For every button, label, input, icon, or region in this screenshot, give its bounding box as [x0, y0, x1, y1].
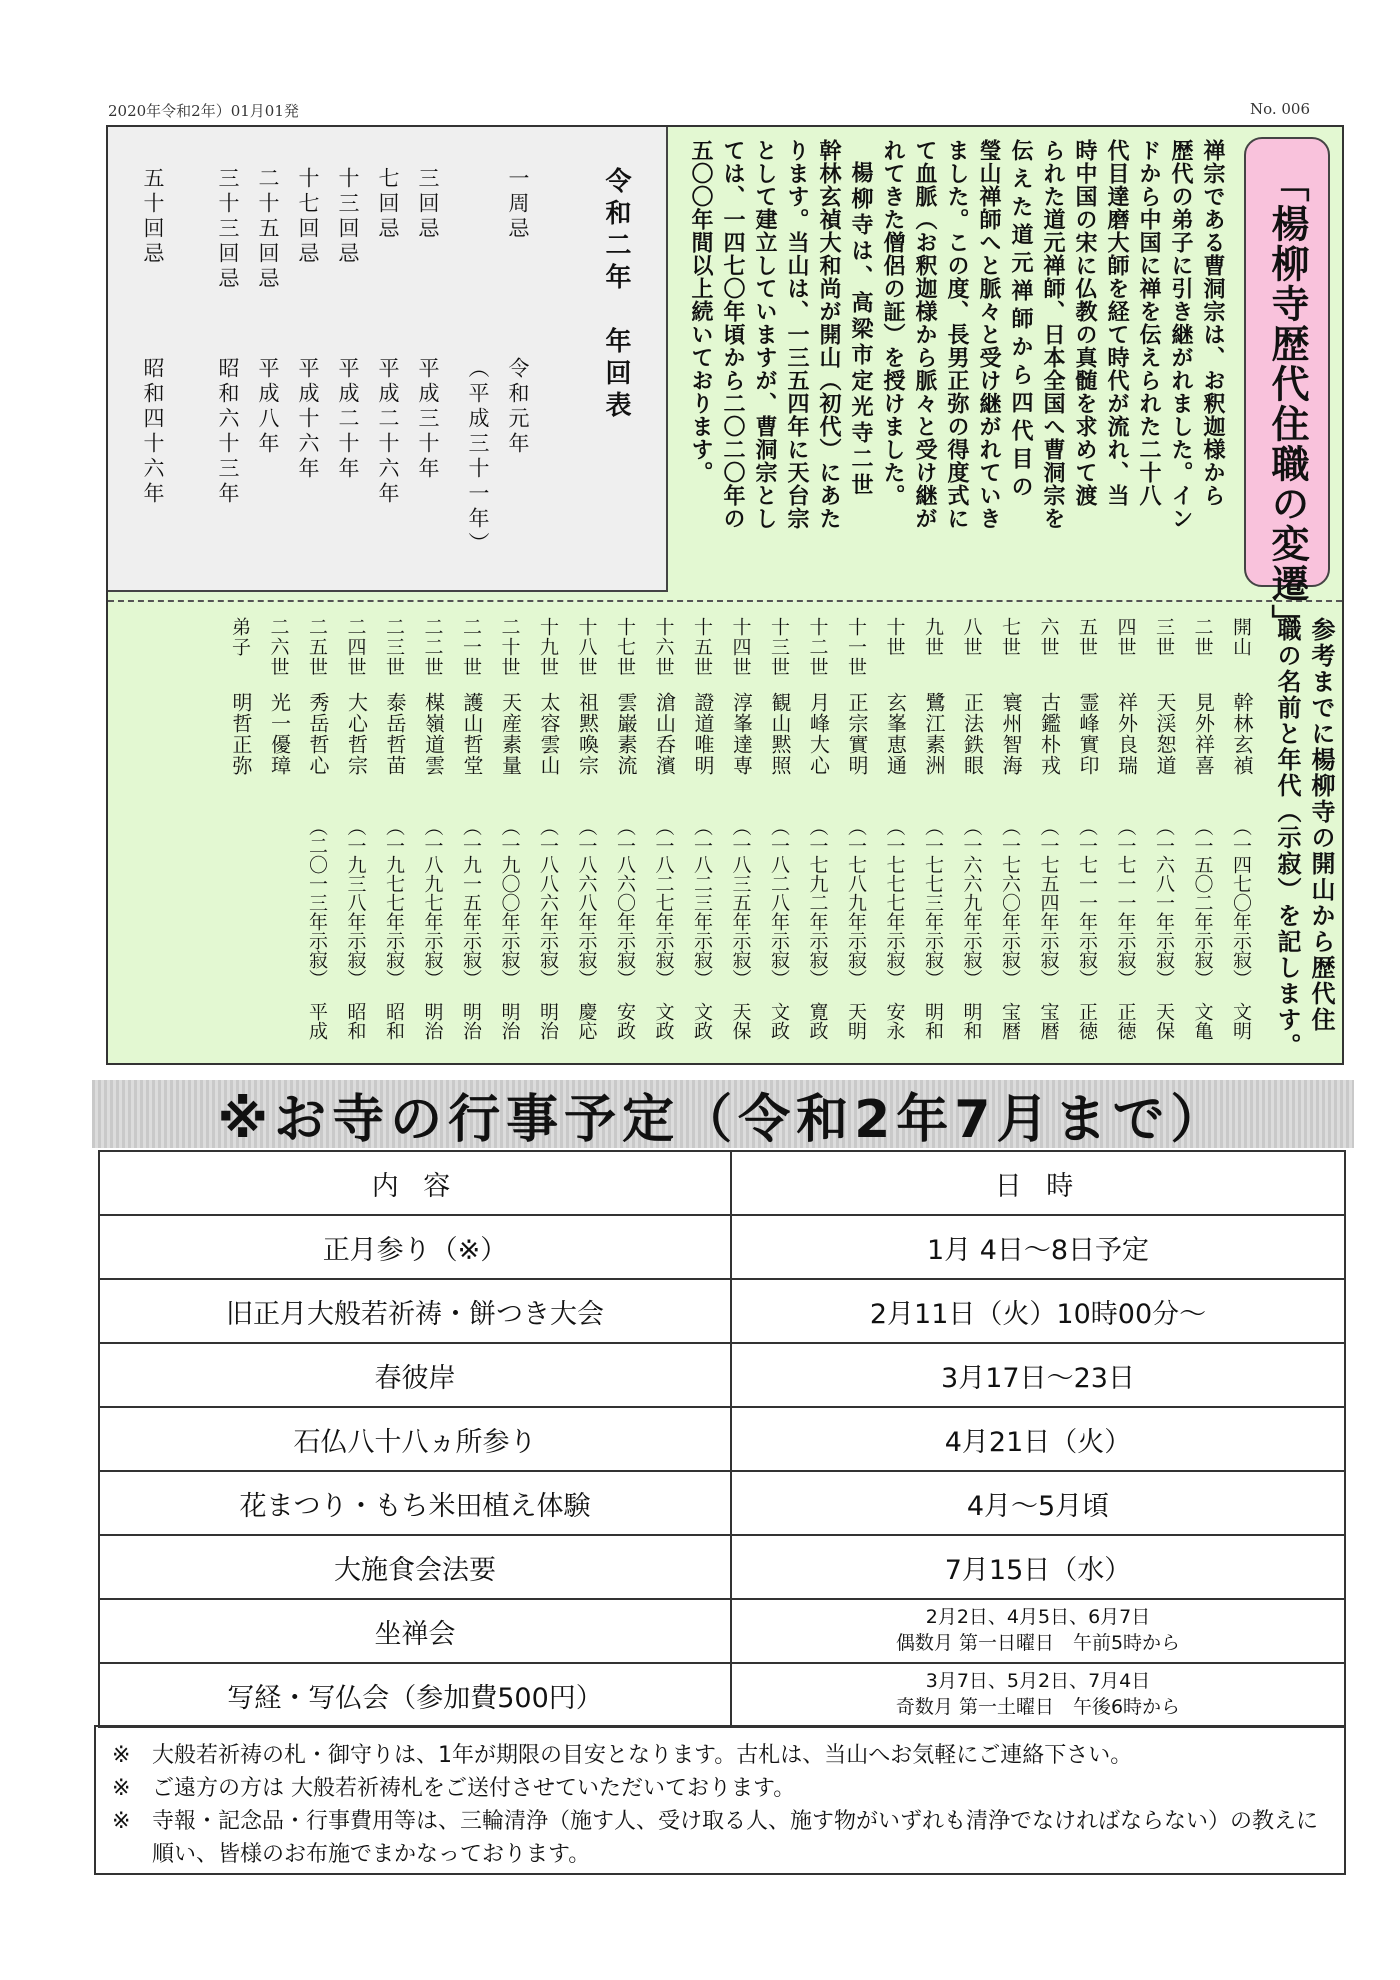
lineage-year: （一六八一年示寂）	[1153, 817, 1175, 988]
nenki-year: 平成八年	[256, 357, 280, 457]
lineage-generation: 弟子	[229, 617, 251, 657]
lineage-era: 昭和	[383, 1002, 405, 1040]
event-row	[99, 1343, 1345, 1407]
lineage-era: 明治	[421, 1002, 444, 1040]
note-mark: ※	[112, 1809, 131, 1834]
nenki-note: （平成三十一年）	[466, 357, 490, 557]
lineage-era: 明治	[498, 1002, 521, 1040]
lineage-era: 文政	[768, 1002, 790, 1040]
lineage-year: （一八六八年示寂）	[575, 817, 598, 988]
lineage-year: （一八八六年示寂）	[537, 817, 559, 988]
lineage-year: （一七五四年示寂）	[1037, 817, 1060, 988]
nenki-title: 令和二年 年回表	[601, 167, 631, 423]
note-item	[112, 1739, 1328, 1772]
event-datetime: 2月11日（火）10時00分～	[731, 1279, 1345, 1343]
lineage-generation: 二六世	[267, 617, 290, 677]
event-datetime: 4月～5月頃	[731, 1471, 1345, 1535]
lineage-name: 秀岳哲心	[306, 692, 330, 776]
lineage-generation: 十一世	[845, 617, 867, 677]
history-line: 伝えた道元禅師から四代目の	[1008, 139, 1034, 503]
lineage-generation: 十五世	[691, 617, 713, 677]
event-datetime: 4月21日（火）	[731, 1407, 1345, 1471]
lineage-name: 幹林玄禎	[1230, 692, 1254, 776]
lineage-generation: 十六世	[652, 617, 675, 677]
event-content: 旧正月大般若祈祷・餅つき大会	[99, 1279, 731, 1343]
lineage-generation: 十三世	[768, 617, 790, 677]
lineage-year: （一七一一年示寂）	[1114, 817, 1137, 988]
event-row	[99, 1471, 1345, 1535]
history-line: 楊柳寺は、高梁市定光寺二世	[848, 161, 874, 499]
nenki-kaiki: 七回忌	[376, 167, 400, 242]
nenki-year: 平成十六年	[296, 357, 320, 482]
event-datetime	[731, 1599, 1345, 1663]
lineage-year: （二〇一三年示寂）	[306, 817, 328, 988]
lineage-intro: 職の名前と年代（示寂）を記します。	[1273, 617, 1302, 1059]
nenki-year: 昭和六十三年	[216, 357, 240, 507]
lineage-generation: 二世	[1191, 617, 1214, 657]
event-row	[99, 1407, 1345, 1471]
lineage-year: （一七九二年示寂）	[806, 817, 829, 988]
event-row	[99, 1535, 1345, 1599]
lineage-generation: 十九世	[537, 617, 559, 677]
lineage-name: 祖黙喚宗	[575, 692, 600, 776]
lineage-generation: 開山	[1230, 617, 1252, 657]
issue-date: 2020年令和2年）01月01発	[108, 102, 299, 120]
event-content: 坐禅会	[99, 1599, 731, 1663]
lineage-era: 慶応	[575, 1002, 598, 1040]
event-row	[99, 1215, 1345, 1279]
lineage-generation: 十四世	[729, 617, 752, 677]
history-line: て血脈（お釈迦様から脈々と受け継が	[912, 139, 938, 530]
section-divider	[108, 600, 1342, 602]
lineage-generation: 十二世	[806, 617, 829, 677]
event-content: 石仏八十八ヵ所参り	[99, 1407, 731, 1471]
event-content: 正月参り（※）	[99, 1215, 731, 1279]
lineage-generation: 七世	[999, 617, 1021, 657]
lineage-year: （一七一一年示寂）	[1076, 817, 1098, 988]
note-mark: ※	[112, 1776, 131, 1801]
lineage-generation: 九世	[922, 617, 944, 657]
lineage-intro: 参考までに楊柳寺の開山から歴代住	[1307, 617, 1336, 1033]
lineage-year: （一七八九年示寂）	[845, 817, 867, 988]
lineage-name: 泰岳哲苗	[383, 692, 407, 776]
lineage-name: 證道唯明	[691, 692, 715, 776]
lineage-year: （一八三五年示寂）	[729, 817, 752, 988]
history-section	[106, 125, 1344, 1065]
events-banner	[92, 1080, 1354, 1148]
lineage-era: 寛政	[806, 1002, 829, 1040]
lineage-era: 安永	[883, 1002, 906, 1040]
lineage-year: （一七六〇年示寂）	[999, 817, 1021, 988]
nenki-year: 平成二十六年	[376, 357, 400, 507]
lineage-generation: 十世	[883, 617, 906, 657]
lineage-generation: 二十世	[498, 617, 521, 677]
lineage-era: 宝暦	[1037, 1002, 1060, 1040]
lineage-era: 文政	[691, 1002, 713, 1040]
lineage-year: （一八二八年示寂）	[768, 817, 790, 988]
lineage-era: 天保	[729, 1002, 752, 1040]
history-line: 禅宗である曹洞宗は、お釈迦様から	[1200, 139, 1226, 507]
lineage-generation: 四世	[1114, 617, 1137, 657]
history-line: 五〇〇年間以上続いております。	[688, 139, 714, 484]
lineage-name: 淳峯達専	[729, 692, 754, 776]
lineage-era: 昭和	[344, 1002, 367, 1040]
event-datetime: 7月15日（水）	[731, 1535, 1345, 1599]
lineage-name: 玄峯恵通	[883, 692, 908, 776]
lineage-year: （一九〇〇年示寂）	[498, 817, 521, 988]
events-title: ※お寺の行事予定（令和2年7月まで）	[217, 1089, 1229, 1150]
lineage-name: 滄山呑濱	[652, 692, 677, 776]
event-datetime: 3月17日～23日	[731, 1343, 1345, 1407]
nenki-table	[108, 127, 668, 592]
event-content: 春彼岸	[99, 1343, 731, 1407]
lineage-era: 明治	[460, 1002, 482, 1040]
note-item	[112, 1805, 1328, 1871]
lineage-generation: 五世	[1076, 617, 1098, 657]
lineage-name: 寰州智海	[999, 692, 1023, 776]
history-line: れてきた僧侶の証）を授けました。	[880, 139, 906, 507]
event-datetime	[731, 1663, 1345, 1727]
history-line: 時中国の宋に仏教の真髄を求めて渡	[1072, 139, 1098, 507]
events-table	[98, 1150, 1346, 1728]
lineage-era: 安政	[614, 1002, 636, 1040]
lineage-generation: 十八世	[575, 617, 598, 677]
lineage-name: 太容雲山	[537, 692, 561, 776]
lineage-name: 正宗實明	[845, 692, 869, 776]
event-content: 花まつり・もち米田植え体験	[99, 1471, 731, 1535]
lineage-name: 明哲正弥	[229, 692, 253, 776]
lineage-era: 正徳	[1076, 1002, 1098, 1040]
history-title-box	[1244, 137, 1330, 644]
history-line: 幹林玄禎大和尚が開山（初代）にあた	[816, 139, 842, 530]
lineage-name: 天渓恕道	[1153, 692, 1177, 776]
lineage-name: 月峰大心	[806, 692, 831, 776]
history-line: ては、一四七〇年頃から二〇二〇年の	[720, 139, 746, 530]
lineage-name: 正法鉄眼	[960, 692, 985, 776]
lineage-era: 宝暦	[999, 1002, 1021, 1040]
lineage-year: （一八六〇年示寂）	[614, 817, 636, 988]
event-datetime-line: 3月7日、5月2日、7月4日	[925, 1670, 1151, 1693]
lineage-era: 文亀	[1191, 1002, 1214, 1040]
nenki-kaiki: 二十五回忌	[256, 167, 280, 292]
history-line: ました。この度、長男正弥の得度式に	[944, 139, 970, 530]
note-item	[112, 1772, 1328, 1805]
lineage-name: 祥外良瑞	[1114, 692, 1139, 776]
event-row	[99, 1663, 1345, 1727]
lineage-generation: 二三世	[383, 617, 405, 677]
history-line: 歴代の弟子に引き継がれました。イン	[1168, 139, 1194, 530]
issue-number: No. 006	[1249, 100, 1310, 118]
lineage-name: 見外祥喜	[1191, 692, 1216, 776]
events-header-row	[99, 1151, 1345, 1215]
lineage-generation: 二一世	[460, 617, 482, 677]
lineage-name: 大心哲宗	[344, 692, 369, 776]
lineage-era: 平成	[306, 1002, 328, 1040]
lineage-year: （一八二七年示寂）	[652, 817, 675, 988]
nenki-kaiki: 一周忌	[506, 167, 530, 242]
history-line: ります。当山は、一三五四年に天台宗	[784, 139, 810, 530]
lineage-generation: 二四世	[344, 617, 367, 677]
lineage-year: （一九三八年示寂）	[344, 817, 367, 988]
lineage-era: 文政	[652, 1002, 675, 1040]
event-datetime-line: 偶数月 第一日曜日 午前5時から	[895, 1632, 1181, 1654]
lineage-era: 明和	[960, 1002, 983, 1040]
lineage-year: （一九七七年示寂）	[383, 817, 405, 988]
lineage-era: 正徳	[1114, 1002, 1137, 1040]
lineage-year: （一九一五年示寂）	[460, 817, 482, 988]
lineage-name: 鷺江素洲	[922, 692, 946, 776]
nenki-year: 昭和四十六年	[141, 357, 165, 507]
lineage-name: 護山哲堂	[460, 692, 484, 776]
event-row	[99, 1599, 1345, 1663]
lineage-year: （一八二三年示寂）	[691, 817, 713, 988]
header-datetime: 日 時	[731, 1151, 1345, 1215]
lineage-generation: 八世	[960, 617, 983, 657]
lineage-era: 明和	[922, 1002, 944, 1040]
event-datetime: 1月 4日～8日予定	[731, 1215, 1345, 1279]
lineage-name: 古鑑朴戎	[1037, 692, 1062, 776]
lineage-year: （一五〇二年示寂）	[1191, 817, 1214, 988]
nenki-year: 令和元年	[506, 357, 530, 457]
lineage-generation: 二五世	[306, 617, 328, 677]
event-content: 写経・写仏会（参加費500円）	[99, 1663, 731, 1727]
history-line: られた道元禅師、日本全国へ曹洞宗を	[1040, 139, 1066, 530]
lineage-era: 天保	[1153, 1002, 1175, 1040]
lineage-year: （一七七七年示寂）	[883, 817, 906, 988]
lineage-generation: 三世	[1153, 617, 1175, 657]
history-title: 「楊柳寺歴代住職の変遷」	[1265, 164, 1310, 644]
event-row	[99, 1279, 1345, 1343]
lineage-name: 観山黙照	[768, 692, 792, 776]
lineage-year: （一六六九年示寂）	[960, 817, 983, 988]
lineage-era: 文明	[1230, 1002, 1252, 1040]
lineage-generation: 十七世	[614, 617, 636, 677]
lineage-generation: 二二世	[421, 617, 444, 677]
nenki-kaiki: 三回忌	[416, 167, 440, 242]
nenki-year: 平成二十年	[336, 357, 360, 482]
event-datetime-line: 2月2日、4月5日、6月7日	[925, 1606, 1151, 1629]
lineage-era: 天明	[845, 1002, 867, 1040]
lineage-era: 明治	[537, 1002, 559, 1040]
nenki-kaiki: 五十回忌	[141, 167, 165, 267]
lineage-name: 天産素量	[498, 692, 523, 776]
lineage-year: （一四七〇年示寂）	[1230, 817, 1252, 988]
lineage-year: （一七七三年示寂）	[922, 817, 944, 988]
note-text: 大般若祈祷の札・御守りは、1年が期限の目安となります。古札は、当山へお気軽にご連絡下さい。	[152, 1743, 1133, 1768]
history-line: ドから中国に禅を伝えられた二十八	[1136, 139, 1162, 507]
lineage-name: 霊峰實印	[1076, 692, 1100, 776]
history-line: として建立していますが、曹洞宗とし	[752, 139, 778, 530]
nenki-kaiki: 十七回忌	[296, 167, 320, 267]
note-mark: ※	[112, 1743, 131, 1768]
event-datetime-line: 奇数月 第一土曜日 午後6時から	[895, 1696, 1181, 1718]
history-line: 瑩山禅師へと脈々と受け継がれていき	[976, 139, 1002, 530]
lineage-year: （一八九七年示寂）	[421, 817, 444, 988]
nenki-kaiki: 十三回忌	[336, 167, 360, 267]
lineage-name: 光一優璋	[267, 692, 292, 776]
event-content: 大施食会法要	[99, 1535, 731, 1599]
lineage-name: 雲巌素流	[614, 692, 638, 776]
nenki-kaiki: 三十三回忌	[216, 167, 240, 292]
history-line: 代目達磨大師を経て時代が流れ、当	[1104, 139, 1130, 507]
lineage-generation: 六世	[1037, 617, 1060, 657]
notes-box	[94, 1725, 1346, 1875]
nenki-year: 平成三十年	[416, 357, 440, 482]
header-content: 内 容	[99, 1151, 731, 1215]
lineage-name: 楳嶺道雲	[421, 692, 446, 776]
note-text: 寺報・記念品・行事費用等は、三輪清浄（施す人、受け取る人、施す物がいずれも清浄でなければならない）の教えに順い、皆様のお布施でまかなっております。	[152, 1809, 1319, 1867]
note-text: ご遠方の方は 大般若祈祷札をご送付させていただいております。	[152, 1776, 796, 1801]
